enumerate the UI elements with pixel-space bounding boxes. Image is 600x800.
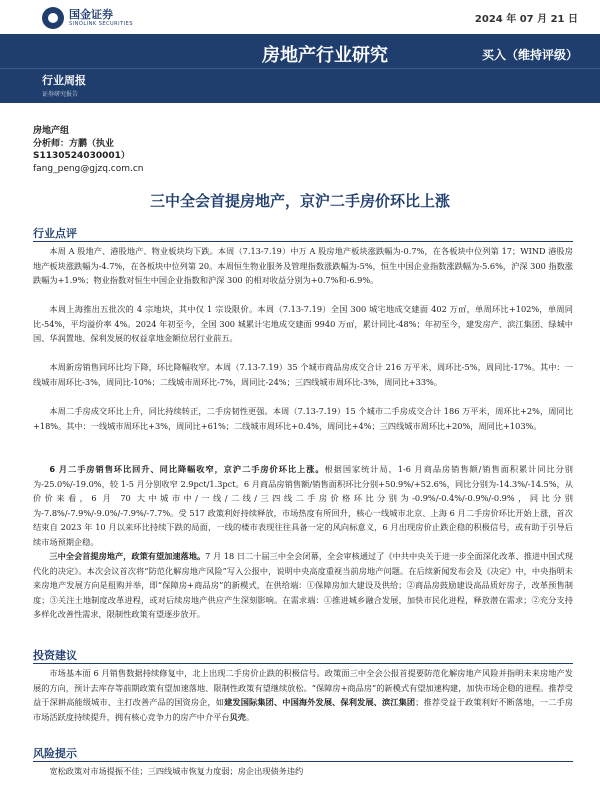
paragraph-market: 本周 A 股地产、港股地产、物业板块均下跌。本周（7.13-7.19）中万 A 股房地产板块涨跌幅为-0.7%，在各板块中位列第 17；WIND 港股房地产板块涨跌幅为-4.7%，在各板块中位列第 20。本周恒生物业服务及管理指数涨跌幅为-5%，恒生中国企业指数涨跌幅为-5.6%，沪深 300 指数涨跌幅为+1.9%；物业指数对恒生中国企业指数和沪深 300 的相对收益分别为+0.7%和-6.9%。 bbox=[33, 246, 573, 285]
logo-name-en: SINOLINK SECURITIES bbox=[69, 21, 133, 27]
rating-label: 买入（维持评级） bbox=[481, 48, 578, 62]
paragraph-plenum-lead: 三中全会首提房地产，政策有望加速落地。 bbox=[49, 551, 206, 561]
paragraph-june-data bbox=[33, 462, 573, 549]
company-logo bbox=[42, 7, 133, 29]
author-analyst: 分析师：方鹏（执业 bbox=[33, 138, 115, 149]
report-category: 证券研究报告 bbox=[42, 91, 79, 98]
author-license: S1130524030001） bbox=[33, 151, 130, 161]
paragraph-invest-end: 。 bbox=[245, 711, 255, 722]
section-divider bbox=[33, 663, 573, 664]
main-title: 三中全会首提房地产，京沪二手房价环比上涨 bbox=[149, 192, 450, 210]
author-group: 房地产组 bbox=[33, 126, 70, 136]
logo-name-cn: 国金证券 bbox=[69, 8, 113, 21]
paragraph-invest-tail: ；推荐受益于政策利好不断落地，一二手房市场活跃度持续提升，拥有核心竞争力的房产中介平台 bbox=[33, 697, 573, 722]
subtitle-band bbox=[0, 68, 600, 103]
paragraph-new-home: 本周新房销售同环比均下降，环比降幅收窄。本周（7.13-7.19）35 个城市商品房成交合计 216 万平米，周环比-5%，周同比-17%。其中：一线城市周环比-3%，周同比-10%；二线城市周环比-7%，周同比-24%；三四线城市周环比-3%，周同比+33%。 bbox=[33, 362, 573, 387]
section-invest-heading: 投资建议 bbox=[33, 649, 77, 662]
recommended-platform: 贝壳 bbox=[229, 711, 246, 722]
section-risk-heading: 风险提示 bbox=[33, 747, 77, 760]
paragraph-invest bbox=[33, 666, 573, 724]
paragraph-second-hand: 本周二手房成交环比上升，同比持续转正，二手房韧性更强。本周（7.13-7.19）15 个城市二手房成交合计 186 万平米，周环比+2%，周同比+18%。其中：一线城市周环比+3%，周同比+61%；二线城市周环比+0.4%，周同比+4%；三四线城市周环比+20%，周同比+103%。 bbox=[33, 406, 573, 431]
recommended-stocks: 建发国际集团、中国海外发展、保利发展、滨江集团 bbox=[224, 697, 416, 707]
author-email[interactable]: fang_peng@gjzq.com.cn bbox=[33, 163, 144, 174]
paragraph-plenum bbox=[33, 549, 573, 622]
report-type: 行业周报 bbox=[42, 74, 86, 87]
report-date: 2024 年 07 月 21 日 bbox=[474, 14, 578, 25]
author-block bbox=[33, 125, 144, 175]
paragraph-invest-body: 市场基本面 6 月销售数据持续修复中，北上出现二手房价止跌的积极信号。政策面三中全会公报首提要防范化解房地产风险并指明未来房地产发展的方向，预计去库存等前期政策有望加速落地、限制性政策有望继续放松。“保障房+商品房”的新模式有望加速构建，加快市场企稳的进程。推荐受益于深耕高能级城市、主打改善产品的国资房企，如 bbox=[33, 668, 573, 707]
report-header bbox=[0, 0, 600, 108]
paragraph-risk: 宽松政策对市场提振不佳；三四线城市恢复力度弱；房企出现债务违约 bbox=[49, 766, 304, 776]
paragraph-plenum-body: 7 月 18 日二十届三中全会闭幕，全会审核通过了《中共中央关于进一步全面深化改革、推进中国式现代化的决定》。本次会议首次将“防范化解房地产风险”写入公报中，说明中央高度重视当前房地产问题。在后续新闻发布会及《决定》中，中央指明未来房地产发展方向是租购并举，即“保障房+商品房”的新模式，在供给端：①保障房加大建设及供给；②商品房鼓励建设高品质好房子，改革预售制度；③关注土地制度改革进程，或对后续房地产供应产生深刻影响。在需求端：①推进城乡融合发展，加快市民化进程，释放潜在需求；②充分支持多样化改善性需求，限制性政策有望逐步放开。 bbox=[33, 551, 573, 619]
section-review-heading: 行业点评 bbox=[33, 227, 77, 240]
paragraph-june-body: 根据国家统计局，1-6 月商品房销售额/销售面积累计同比分别为-25.0%/-19.0%，较 1-5 月分别收窄 2.9pct/1.3pct。6 月商品房销售额/销售面积环比分别+50.9%/+52.6%，同比分别为-14.3%/-14.5%，从价价来看，6 月 70 大中城市中/一线/二线/三四线二手房价格环比分别为-0.9%/-0.4%/-0.9%/-0.9%，同比分别为-7.8%/-7.9%/-9.0%/-7.9%/-7.7%。受 517 政策利好持续释放，市场热度有所回升，核心一线城市北京、上海 6 月二手房价环比开始上涨，首次结束自 2023 年 10 月以来环比持续下跌的局面，一线的楼市表现往往具备一定的风向标意义，6 月出现房价止跌企稳的积极信号，或有助于引导后续市场预期企稳。 bbox=[33, 464, 573, 547]
section-divider bbox=[33, 241, 573, 242]
logo-icon bbox=[42, 7, 64, 29]
report-title: 房地产行业研究 bbox=[262, 45, 388, 66]
paragraph-land: 本周上海推出五批次的 4 宗地块，其中仅 1 宗设限价。本周（7.13-7.19）全国 300 城宅地成交建面 402 万㎡，单周环比+102%，单周同比-54%，平均溢价率 4%。2024 年初至今，全国 300 城累计宅地成交建面 9940 万㎡，累计同比-48%；年初至今，建发房产、滨江集团、绿城中国、华润置地、保利发展的权益拿地金额位居行业前五。 bbox=[33, 304, 573, 343]
paragraph-june-lead: 6 月二手房销售环比回升、同比降幅收窄，京沪二手房价环比上涨。 bbox=[49, 464, 325, 474]
section-divider bbox=[33, 761, 573, 762]
